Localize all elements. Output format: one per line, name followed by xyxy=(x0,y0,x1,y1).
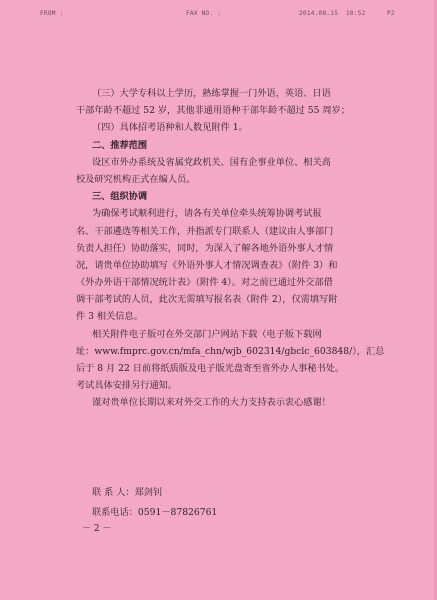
paragraph-coordination-line-3: 负责人担任）协助落实，同时，为深入了解各地外语外事人才情 xyxy=(76,242,334,254)
paragraph-thanks: 谨对贵单位长期以来对外交工作的大力支持表示衷心感谢！ xyxy=(92,397,331,409)
section-heading-coordination: 三、组织协调 xyxy=(92,191,148,203)
section-heading-recommend-scope: 二、推荐范围 xyxy=(92,139,148,151)
paragraph-download: 相关附件电子版可在外交部门户网站下载（电子版下载网 xyxy=(92,328,322,340)
paragraph-coordination-line-6: 调干部考试的人员，此次无需填写报名表（附件 2），仅需填写附 xyxy=(76,294,338,306)
fax-number-label: FAX NO. : xyxy=(186,10,222,17)
page-number: － 2 － xyxy=(82,524,112,534)
paragraph-download-deadline: 后于 8 月 22 日前将纸质版及电子版光盘寄至省外办人事秘书处。 xyxy=(76,363,345,374)
fax-time: 10:52 xyxy=(346,10,366,17)
paragraph-coordination-line-2: 名、干部遴选等相关工作，并指派专门联系人（建议由人事部门 xyxy=(76,225,334,237)
fax-from-label: FROM : xyxy=(40,10,64,17)
document-body xyxy=(76,85,385,412)
contact-phone: 联系电话：0591－87826761 xyxy=(92,507,218,518)
paragraph-scope-cont: 校及研究机构正式在编人员。 xyxy=(76,173,196,185)
paragraph-requirement-3-cont: 干部年龄不超过 52 岁，其他非通用语种干部年龄不超过 55 周岁； xyxy=(76,105,350,117)
paragraph-coordination: 为确保考试顺利进行，请各有关单位牵头统筹协调考试报 xyxy=(92,208,322,220)
fax-page-indicator: P2 xyxy=(387,10,395,17)
paragraph-coordination-line-4: 况，请贵单位协助填写《外语外事人才情况调查表》（附件 3）和 xyxy=(76,259,338,271)
paragraph-download-url: 址：www.fmprc.gov.cn/mfa_chn/wjb_602314/gbclc_603848/），汇总 xyxy=(76,345,385,357)
paragraph-coordination-line-7: 件 3 相关信息。 xyxy=(76,311,143,323)
paragraph-scope: 设区市外办系统及省属党政机关、国有企事业单位、相关高 xyxy=(92,156,331,168)
contact-person: 联 系 人：郑剑钊 xyxy=(92,487,163,498)
fax-date: 2014.08.15 xyxy=(299,10,339,17)
paragraph-requirement-4: （四）具体招考语种和人数见附件 1。 xyxy=(92,122,248,134)
paragraph-coordination-line-5: 《外办外语干部情况统计表》（附件 4）。对之前已通过外交部借 xyxy=(76,277,333,289)
paragraph-requirement-3: （三）大学专科以上学历，熟练掌握一门外语，英语、日语 xyxy=(92,88,331,99)
paragraph-download-notice: 考试具体安排另行通知。 xyxy=(76,380,178,392)
fax-header xyxy=(0,10,437,24)
contact-block xyxy=(92,484,217,524)
